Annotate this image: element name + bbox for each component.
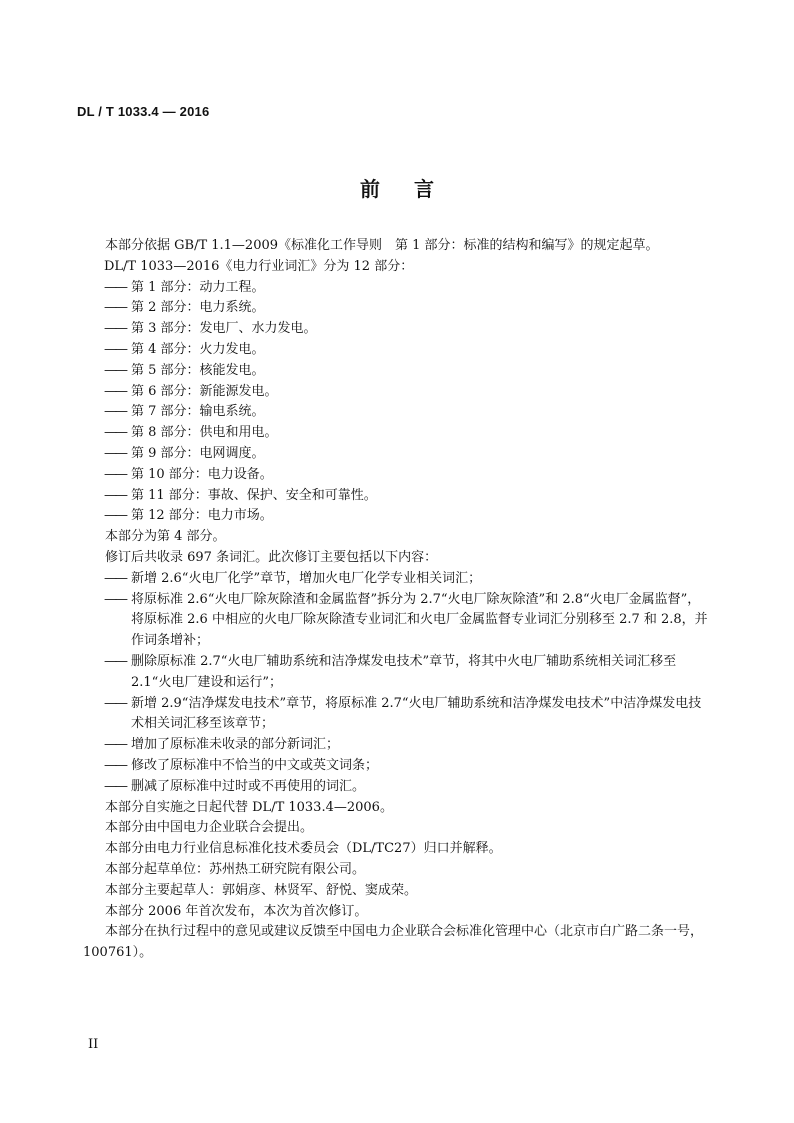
dash-marker: —— <box>104 695 126 711</box>
list-item-text: 删减了原标准中过时或不再使用的词汇。 <box>131 778 366 794</box>
dash-marker: —— <box>104 341 126 357</box>
list-item-text: 第 12 部分：电力市场。 <box>131 508 273 524</box>
dash-marker: —— <box>104 591 126 607</box>
dash-marker: —— <box>104 778 126 794</box>
paragraph: 本部分起草单位：苏州热工研究院有限公司。 <box>105 861 366 877</box>
paragraph <box>83 922 709 964</box>
list-item-text: 第 3 部分：发电厂、水力发电。 <box>131 321 317 337</box>
list-item <box>104 319 709 340</box>
parts-list <box>105 278 709 528</box>
list-item <box>104 590 709 652</box>
changes-list <box>105 569 709 798</box>
paragraph: 本部分自实施之日起代替 DL/T 1033.4—2006。 <box>105 799 393 815</box>
document-code: DL / T 1033.4 — 2016 <box>77 104 210 119</box>
list-item-text: 第 1 部分：动力工程。 <box>131 279 265 295</box>
dash-marker: —— <box>104 487 126 503</box>
dash-marker: —— <box>104 300 126 316</box>
list-item-text: 删除原标准 2.7“火电厂辅助系统和洁净煤发电技术”章节，将其中火电厂辅助系统相关词汇移至 2.1“火电厂建设和运行”； <box>131 653 677 690</box>
list-item <box>104 278 709 299</box>
dash-marker: —— <box>104 653 126 669</box>
list-item <box>104 298 709 319</box>
dash-marker: —— <box>104 279 126 295</box>
list-item <box>104 694 709 736</box>
list-item-text: 第 9 部分：电网调度。 <box>131 445 265 461</box>
list-item <box>104 465 709 486</box>
list-item <box>104 444 709 465</box>
dash-marker: —— <box>104 321 126 337</box>
paragraph: 本部分由电力行业信息标准化技术委员会（DL/TC27）归口并解释。 <box>105 841 502 857</box>
list-item <box>104 402 709 423</box>
list-item-text: 第 6 部分：新能源发电。 <box>131 383 278 399</box>
list-item <box>104 382 709 403</box>
dash-marker: —— <box>104 757 126 773</box>
list-item <box>104 486 709 507</box>
list-item-text: 修改了原标准中不恰当的中文或英文词条； <box>131 757 379 773</box>
list-item <box>104 756 709 777</box>
dash-marker: —— <box>104 466 126 482</box>
list-item <box>104 735 709 756</box>
list-item <box>104 361 709 382</box>
list-item <box>104 652 709 694</box>
list-item-text: 第 8 部分：供电和用电。 <box>131 425 278 441</box>
dash-marker: —— <box>104 737 126 753</box>
list-item-text: 将原标准 2.6“火电厂除灰除渣和金属监督”拆分为 2.7“火电厂除灰除渣”和 2.8“火电厂金属监督”，将原标准 2.6 中相应的火电厂除灰除渣专业词汇和火电厂金属监督专业词汇分别移至 2.7 和 2.8，并作词条增补； <box>131 591 708 649</box>
dash-marker: —— <box>104 362 126 378</box>
dash-marker: —— <box>104 425 126 441</box>
paragraph-text: 本部分在执行过程中的意见或建议反馈至中国电力企业联合会标准化管理中心（北京市白广路二条一号，100761）。 <box>83 924 704 961</box>
dash-marker: —— <box>104 383 126 399</box>
paragraph: 本部分主要起草人：郭娟彦、林贤军、舒悦、窦成荣。 <box>105 882 418 898</box>
list-item <box>104 340 709 361</box>
foreword-body <box>83 236 709 964</box>
list-item-text: 增加了原标准未收录的部分新词汇； <box>131 737 340 753</box>
dash-marker: —— <box>104 570 126 586</box>
list-item-text: 新增 2.6“火电厂化学”章节，增加火电厂化学专业相关词汇； <box>131 570 482 586</box>
paragraph: 本部分为第 4 部分。 <box>105 529 226 545</box>
list-item <box>104 506 709 527</box>
paragraph: 本部分 2006 年首次发布，本次为首次修订。 <box>105 903 368 919</box>
dash-marker: —— <box>104 445 126 461</box>
list-item-text: 第 7 部分：输电系统。 <box>131 404 265 420</box>
list-item <box>104 777 709 798</box>
page-title: 前言 <box>360 177 468 201</box>
list-item-text: 第 10 部分：电力设备。 <box>131 466 273 482</box>
list-item <box>104 423 709 444</box>
list-item-text: 第 2 部分：电力系统。 <box>131 300 265 316</box>
list-item-text: 新增 2.9“洁净煤发电技术”章节，将原标准 2.7“火电厂辅助系统和洁净煤发电技术”中洁净煤发电技术相关词汇移至该章节； <box>131 695 702 732</box>
list-item-text: 第 4 部分：火力发电。 <box>131 341 265 357</box>
dash-marker: —— <box>104 404 126 420</box>
paragraph: 本部分由中国电力企业联合会提出。 <box>105 820 314 836</box>
paragraph: 修订后共收录 697 条词汇。此次修订主要包括以下内容： <box>105 549 438 565</box>
page-number: II <box>88 1037 99 1052</box>
list-item-text: 第 11 部分：事故、保护、安全和可靠性。 <box>131 487 377 503</box>
list-item <box>104 569 709 590</box>
paragraph: DL/T 1033—2016《电力行业词汇》分为 12 部分： <box>104 258 414 274</box>
paragraph: 本部分依据 GB/T 1.1—2009《标准化工作导则 第 1 部分：标准的结构和编写》的规定起草。 <box>105 238 659 253</box>
dash-marker: —— <box>104 508 126 524</box>
list-item-text: 第 5 部分：核能发电。 <box>131 362 265 378</box>
